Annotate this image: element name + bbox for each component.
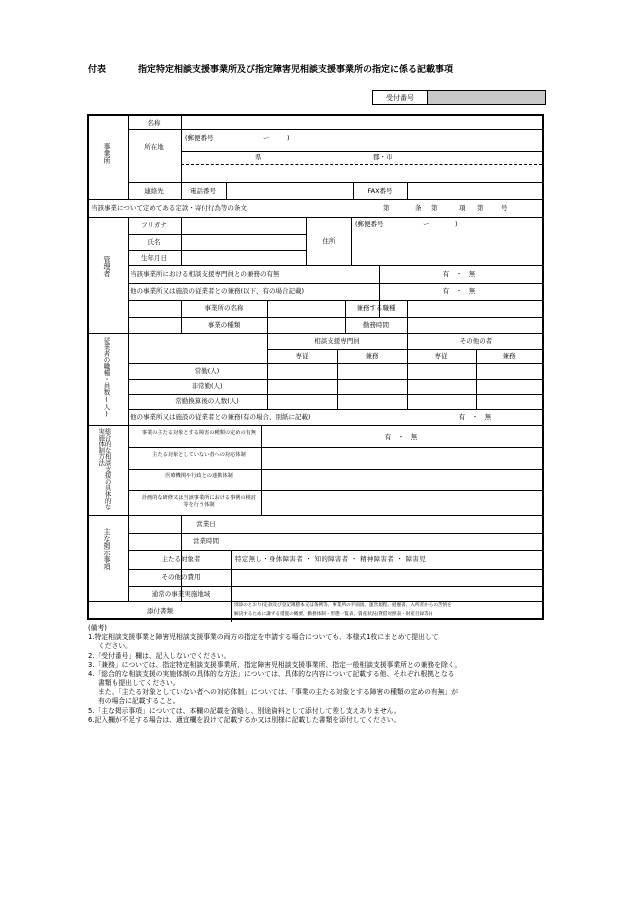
office-fax-label: FAX番号	[367, 187, 393, 195]
manager-office-name-label: 事業所の名称	[204, 304, 244, 312]
staff-fulltime-label: 常勤(人)	[194, 367, 220, 375]
form-label: 付表	[88, 65, 107, 75]
notes-title: (備考)	[88, 624, 107, 632]
manager-section-label: 管理者	[103, 256, 111, 277]
receipt-number-box	[372, 90, 546, 105]
receipt-number-label: 受付番号	[373, 91, 428, 104]
manager-work-hours-label: 勤務時間	[363, 321, 389, 329]
notes	[88, 624, 548, 725]
office-name-field[interactable]	[182, 132, 630, 150]
staff-specialist-concurrent-header: 兼務	[365, 352, 379, 360]
staff-other-concurrent-header: 兼務	[502, 352, 516, 360]
staff-parttime-label: 非常勤(人)	[191, 382, 223, 390]
manager-furigana-label: フリガナ	[141, 221, 167, 229]
manager-birth-label: 生年月日	[141, 254, 167, 262]
support-section-label: 総合的な相談支援の具体的な実施体制方法	[97, 428, 111, 510]
note-4-extra-cont: 有の場合に記載すること。	[98, 697, 180, 706]
notice-fees-label: その他の費用	[161, 573, 201, 581]
support-disability-type-label: 事業の主たる対象とする障害の種類の定めの有無	[141, 430, 257, 436]
manager-concurrent-other-label: 他の事業所又は施設の従業者との兼務(以下、有の場合記載)	[130, 287, 305, 295]
manager-concurrent-specialist-label: 当該事業所における相談支援専門員との兼務の有無	[130, 270, 280, 278]
manager-concurrent-other-choice[interactable]: 有 ・ 無	[442, 287, 476, 295]
notice-target-choice[interactable]: 特定無し・身体障害者 ・ 知的障害者 ・ 精神障害者 ・ 障害児	[235, 555, 426, 563]
note-2: 2.「受付番号」欄は、記入しないでください。	[88, 651, 231, 660]
manager-name-label: 氏名	[147, 238, 161, 246]
office-fax-field[interactable]	[408, 183, 544, 198]
notice-business-hours-label: 営業時間	[193, 537, 219, 545]
office-tel-field[interactable]	[227, 183, 352, 198]
articles-label: 当該事業について定めてある定款・寄付行為等の条文	[91, 204, 247, 212]
office-city-label: 郡・市	[373, 153, 393, 161]
attachments-text-2: 解決するために講ずる措置の概要、勤務体制・形態一覧表、資産状況(貸借対照表・財産目録等))	[234, 612, 433, 617]
note-4-extra: また、「主たる対象としていない者への対応体制」については、「事業の主たる対象とする障害の種類の定めの有無」が	[98, 688, 459, 697]
office-tel-label: 電話番号	[190, 187, 216, 195]
support-non-target-label: 主たる対象としていない者への対応体制	[152, 452, 246, 458]
manager-occupation-label: 兼務する職種	[356, 304, 396, 312]
staff-other-office-label: 他の事業所又は施設の従業者との兼務(有の場合、別紙に記載)	[130, 413, 311, 421]
notice-area-label: 通常の事業実施地域	[151, 590, 211, 598]
notice-business-days-label: 営業日	[196, 520, 216, 528]
office-section-label: 事業所	[103, 143, 111, 164]
note-5: 5.「主な掲示事項」については、本欄の記載を省略し、別途資料として添付して差し支えありません。	[88, 706, 401, 715]
office-name-label: 名称	[147, 119, 161, 127]
office-postal-label: (郵便番号	[185, 134, 214, 142]
manager-address-label: 住所	[322, 237, 336, 245]
note-4-cont: 書類も提出してください。	[98, 679, 180, 688]
form-table: 事業所 名称 所在地 (郵便番号 ー ) 県 郡・市 連絡先 電話番号 FAX番号 当該事業について定めてある定款・寄付行為等の条文 第 条 第 項 第 号 管理者 フリガナ 氏名 生年月日 住所 (郵便番号 ー ) 当該事業所における相談支援専門員との兼務の有無 有 ・ 無 他の事業所又は施設の従業者との兼務(以下、有の場合記載) 有 ・ 無 事業所の名称 兼務する職種 事業の種類 勤務時間 従業者の職種・員数(人) 相談支援専門員 その他の者 専従 兼務 専従 兼務 常勤(人) 非常勤(人) 常勤換算後の人数(人) 他の事業所又は施設の従業者との兼務(有の場合、別紙に記載) 有 ・ 無 総合的な相談支援の具体的な実施体制方法 事業の主たる対象とする障害の種類の定めの有無 有 ・ 無 主たる対象としていない者への対応体制 医療機関や行政との連携体制 計画的な研修又は当該事業所における事例の検討等を行う体制 主な掲示事項 営業日 営業時間 主たる対象者 特定無し・身体障害者 ・ 知的障害者 ・ 精神障害者 ・ 障害児 その他の費用 通常の事業実施地域 添付書類 別添のとおり(定款及び登記簿謄本又は条例等、事業所の平面図、運営規程、経歴書、入所者からの苦情を 解決するために講ずる措置の概要、勤務体制・形態一覧表、資産状況(貸借対照表・財産目録等))	[87, 114, 544, 620]
manager-concurrent-specialist-choice[interactable]: 有 ・ 無	[442, 270, 476, 278]
note-1-cont: ください。	[98, 642, 132, 651]
support-training-label: 計画的な研修又は当該事業所における事例の検討等を行う体制	[141, 495, 257, 508]
staff-section-label: 従業者の職種・員数(人)	[102, 337, 111, 418]
receipt-number-field[interactable]	[428, 91, 545, 104]
manager-office-type-label: 事業の種類	[207, 321, 241, 329]
staff-other-header: その他の者	[459, 337, 493, 345]
office-prefecture-label: 県	[255, 153, 262, 161]
note-3: 3.「兼務」については、指定特定相談支援事業所、指定障害児相談支援事業所、指定一般相談支援事業所との兼務を除く。	[88, 660, 462, 669]
manager-postal-label: (郵便番号	[355, 220, 384, 228]
staff-other-fulltime-header: 専従	[434, 352, 448, 360]
notice-section-label: 主な掲示事項	[103, 528, 111, 570]
note-6: 6.記入欄が不足する場合は、適宜欄を設けて記載するか又は別様に記載した書類を添付してください。	[88, 715, 401, 724]
attachments-text-1: 別添のとおり(定款及び登記簿謄本又は条例等、事業所の平面図、運営規程、経歴書、入所者からの苦情を	[234, 603, 452, 608]
attachments-label: 添付書類	[147, 607, 173, 615]
staff-specialist-fulltime-header: 専従	[295, 352, 309, 360]
staff-other-office-choice[interactable]: 有 ・ 無	[458, 413, 492, 421]
office-address-label: 所在地	[144, 143, 164, 151]
staff-specialist-header: 相談支援専門員	[314, 337, 360, 345]
notice-target-label: 主たる対象者	[161, 555, 201, 563]
staff-fte-label: 常勤換算後の人数(人)	[175, 397, 239, 405]
note-4: 4.「総合的な相談支援の実施体制の具体的な方法」については、具体的な内容について記載する他、それぞれ根拠となる	[88, 669, 455, 678]
support-medical-link-label: 医療機関や行政との連携体制	[165, 473, 233, 479]
note-1: 1.特定相談支援事業と障害児相談支援事業の両方の指定を申請する場合についても、本様式1枚にまとめて提出して	[88, 633, 439, 642]
form-title: 指定特定相談支援事業所及び指定障害児相談支援事業所の指定に係る記載事項	[138, 65, 454, 75]
support-disability-type-choice[interactable]: 有 ・ 無	[384, 433, 418, 441]
office-contact-label: 連絡先	[144, 187, 164, 195]
